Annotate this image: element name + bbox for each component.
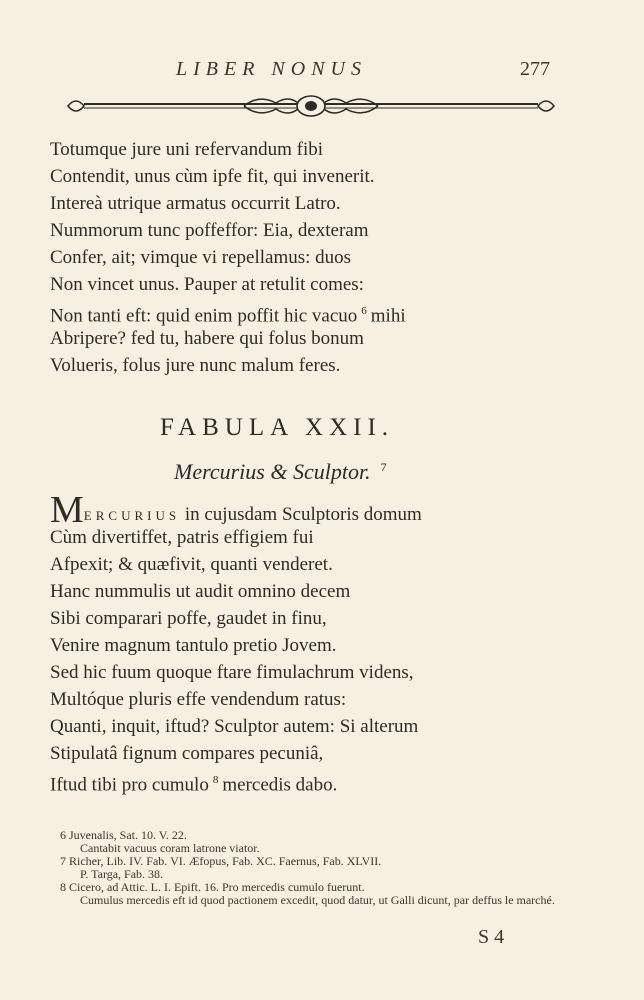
- fable-subtitle: [174, 459, 391, 485]
- verse-line: Volueris, folus jure nunc malum feres.: [50, 355, 341, 376]
- verse-line: Intereà utrique armatus occurrit Latro.: [50, 193, 341, 214]
- verse-line: Quanti, inquit, iftud? Sculptor autem: Si alterum: [50, 716, 419, 737]
- verse-line: Multóque pluris effe vendendum ratus:: [50, 689, 347, 710]
- verse-line: Hanc nummulis ut audit omnino decem: [50, 581, 351, 602]
- footnote-ref: 8: [212, 774, 219, 786]
- verse-line: [50, 298, 406, 325]
- footnote: 6 Juvenalis, Sat. 10. V. 22.: [60, 828, 187, 842]
- verse-text: Non tanti eft: quid enim poffit hic vacuo: [50, 305, 358, 327]
- verse-line: Abripere? fed tu, habere qui folus bonum: [50, 328, 364, 349]
- fable-subtitle-text: Mercurius & Sculptor.: [174, 459, 371, 484]
- footnote-continuation: Cantabit vacuus coram latrone viator.: [80, 841, 260, 855]
- verse-line: Cùm divertiffet, patris effigiem fui: [50, 527, 314, 548]
- verse-text: Iftud tibi pro cumulo: [50, 774, 209, 796]
- page-number: 277: [520, 58, 550, 80]
- verse-line: Non vincet unus. Pauper at retulit comes:: [50, 274, 364, 295]
- footnote-ref: 7: [380, 459, 387, 474]
- ornament-divider-icon: [64, 92, 558, 120]
- verse-line: Afpexit; & quæfivit, quanti venderet.: [50, 554, 333, 575]
- fable-21-ending: [50, 136, 406, 379]
- footnote-ref: 6: [361, 305, 367, 317]
- verse-text: mihi: [370, 305, 406, 327]
- fable-22-text: [50, 489, 422, 796]
- small-caps: ERCURIUS: [83, 508, 181, 523]
- verse-text: in cujusdam Sculptoris domum: [184, 504, 422, 525]
- footnote: 7 Richer, Lib. IV. Fab. VI. Æfopus, Fab. XC. Faernus, Fab. XLVII.: [60, 854, 382, 868]
- footnote-continuation: P. Targa, Fab. 38.: [80, 867, 164, 881]
- drop-cap: M: [50, 489, 84, 531]
- verse-line: Totumque jure uni refervandum fibi: [50, 139, 324, 160]
- verse-text: mercedis dabo.: [222, 774, 338, 796]
- verse-line-first: [50, 489, 422, 531]
- verse-line: Contendit, unus cùm ipfe fit, qui invenerit.: [50, 166, 375, 187]
- signature-mark: S 4: [478, 926, 505, 948]
- footnotes: [60, 829, 560, 907]
- verse-line: Venire magnum tantulo pretio Jovem.: [50, 635, 337, 656]
- verse-line: Nummorum tunc poffeffor: Eia, dexteram: [50, 220, 369, 241]
- verse-line: Confer, ait; vimque vi repellamus: duos: [50, 247, 352, 268]
- verse-line: [50, 767, 422, 794]
- running-header: LIBER NONUS: [176, 58, 367, 80]
- footnote: 8 Cicero, ad Attic. L. I. Epift. 16. Pro mercedis cumulo fuerunt.: [60, 880, 365, 894]
- footnote-continuation: Cumulus mercedis eft id quod pactionem excedit, quod datur, ut Galli dicunt, par deffus le marché.: [80, 893, 555, 907]
- fable-heading: FABULA XXII.: [160, 414, 395, 441]
- verse-line: Sed hic fuum quoque ftare fimulachrum videns,: [50, 662, 414, 683]
- verse-line: Stipulatâ fignum compares pecuniâ,: [50, 743, 324, 764]
- verse-line: Sibi comparari poffe, gaudet in finu,: [50, 608, 327, 629]
